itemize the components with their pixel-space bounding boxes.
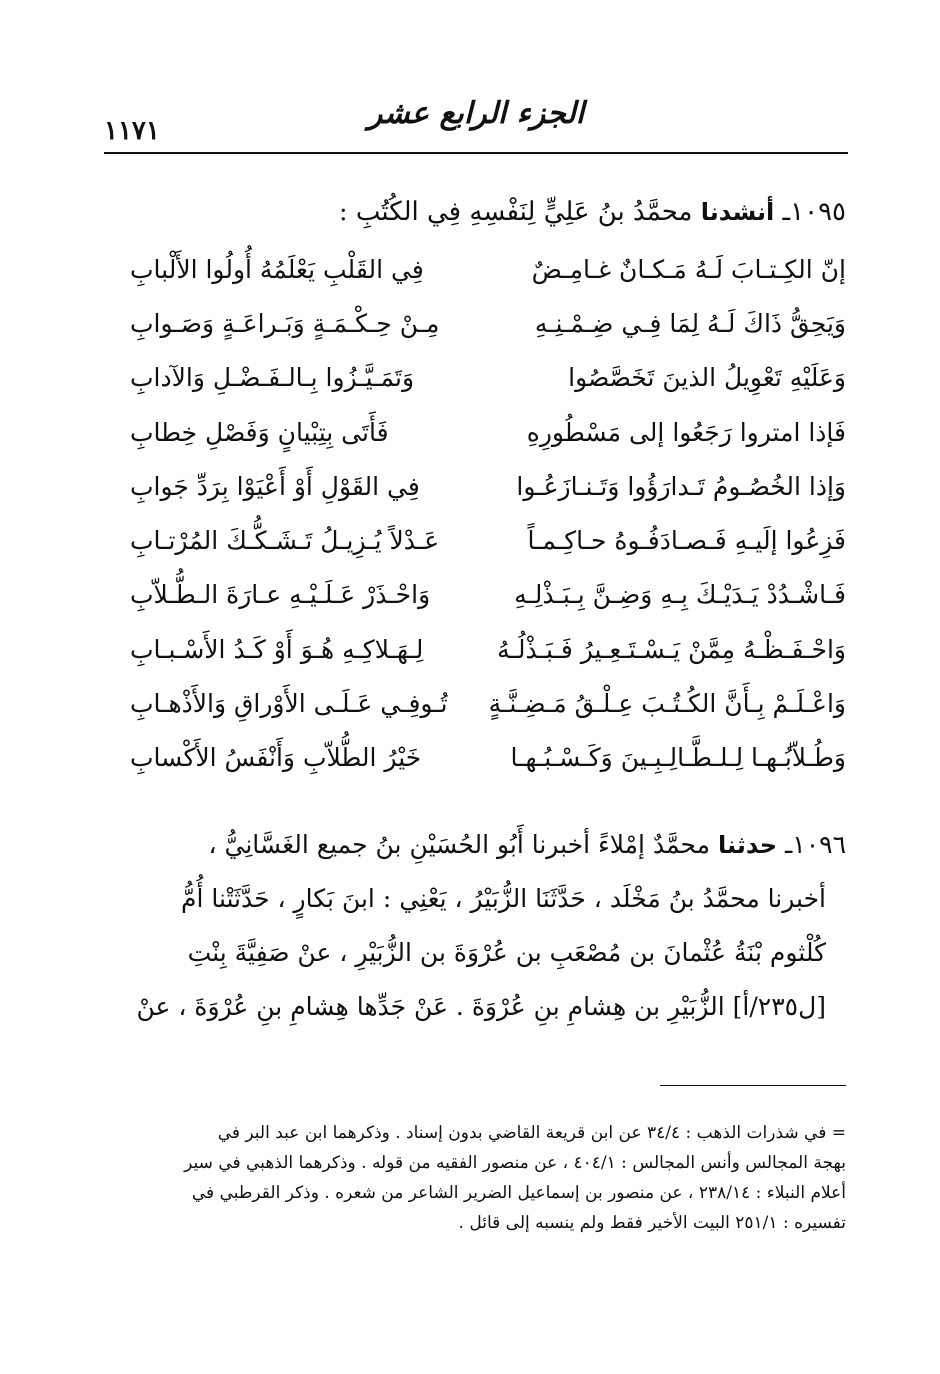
poem-verse [130,242,846,296]
verse-first-hemistich: فَزِعُوا إلَيـهِ فَـصـادَفُـوهُ حـاكِـمـاً [527,526,846,556]
verse-first-hemistich: وَطُـلاّبُـهـا لِـلـطَّـالِـبِـينَ وَكَـسْـبُـهـا [510,743,846,773]
poem-verse [130,676,846,730]
verse-second-hemistich: عَـدْلاً يُـزِيـلُ تَـشَـكُّـكَ المُرْتـابِ [130,526,440,556]
entry-keyword: أنشدنا [700,198,775,226]
footnote-rule [660,1085,846,1086]
verse-first-hemistich: فَـاشْـدُدْ يَـدَيْـكَ بِـهِ وَضِـنَّ بِـبَـذْلِـهِ [514,580,846,610]
entry-intro-text: محمَّدُ بنُ عَلِيٍّ لِنَفْسِهِ فِي الكُتُبِ : [338,197,693,227]
verse-first-hemistich: إنّ الكِـتـابَ لَـهُ مَـكـانٌ غـامِـضٌ [531,254,846,284]
verse-second-hemistich: مِـنْ حِـكْـمَـةٍ وَبَـراعَـةٍ وَصَـوابِ [130,308,440,338]
verse-second-hemistich: خَيْرُ الطُّلاّبِ وَأَنْفَسُ الأَكْسابِ [130,743,422,773]
poem-verse [130,296,846,350]
prose-text: محمَّدٌ إمْلاءً أخبرنا أَبُو الحُسَيْنِ بنُ جميع الغَسَّانِيُّ ، [208,830,711,859]
verse-second-hemistich: لِـهَـلاكِـهِ هُـوَ أَوْ كَـدُ الأَسْـبـابِ [130,634,424,664]
prose-line [106,818,846,872]
footnote-line: أعلام النبلاء : ٢٣٨/١٤ ، عن منصور بن إسماعيل الضرير الشاعر من شعره . وذكر القرطبي في [191,1183,846,1203]
verse-second-hemistich: فَأَتَى بِتِبْيانٍ وَفَصْلِ خِطابِ [130,417,389,447]
poem [130,242,846,785]
poem-verse [130,622,846,676]
poem-verse [130,459,846,513]
entry-number: ١٠٩٦ـ [784,830,846,859]
running-head: الجزء الرابع عشر [367,96,585,131]
verse-first-hemistich: وَاحْـفَـظْـهُ مِمَّنْ يَـسْـتَـعِـيرُ فَـبَـذْلُـهُ [497,634,846,664]
verse-first-hemistich: وَيَحِقُّ ذَاكَ لَـهُ لِمَا فِـي ضِـمْـنِـهِ [534,308,846,338]
prose-line: كُلْثوم بْنَةُ عُثْمانَ بن مُصْعَبِ بن عُرْوَةَ بن الزُّبَيْرِ ، عنْ صَفِيَّةَ بِنْتِ [187,938,826,967]
prose-line: [ل٢٣٥/أ] الزُّبَيْرِ بن هِشامِ بنِ عُرْوَةَ . عَنْ جَدِّها هِشامِ بنِ عُرْوَةَ ، عنْ [136,992,826,1021]
entry-number: ١٠٩٥ـ [782,197,846,227]
page-header [104,96,848,156]
entry-keyword: حدثنا [718,831,777,859]
verse-second-hemistich: فِي القَلْبِ يَعْلَمُهُ أُولُوا الأَلْبابِ [130,254,424,284]
poem-verse [130,351,846,405]
entry-1095-heading [106,190,846,234]
entry-1096 [106,818,846,1034]
footnote-line: بهجة المجالس وأنس المجالس : ٤٠٤/١ ، عن منصور الفقيه من قوله . وذكرهما الذهبي في سير [184,1153,846,1173]
poem-verse [130,405,846,459]
poem-verse [130,513,846,567]
verse-second-hemistich: وَتَمَـيَّـزُوا بِـالـفَـضْـلِ وَالآدابِ [130,363,415,393]
header-rule [104,152,848,154]
prose-line: أخبرنا محمَّدُ بنُ مَخْلَد ، حَدَّثَنَا الزُّبَيْرُ ، يَعْنِي : ابنَ بَكارٍ ، حَدَّثَتْنا أُمُّ [180,884,826,913]
footnotes [106,1118,846,1238]
verse-second-hemistich: فِي القَوْلِ أَوْ أَعْيَوْا بِرَدِّ جَوابِ [130,471,420,501]
verse-first-hemistich: وَاعْـلَـمْ بِـأَنَّ الكُـتُـبَ عِـلْـقُ مَـضِـنَّـةٍ [488,689,846,719]
verse-first-hemistich: وَإذا الخُصُـومُ تَـدارَؤُوا وَتَـنـازَعُـوا [516,471,846,501]
footnote-line: = في شذرات الذهب : ٣٤/٤ عن ابن قريعة القاضي بدون إسناد . وذكرهما ابن عبد البر في [217,1123,846,1143]
verse-second-hemistich: وَاحْـذَرْ عَـلَـيْـهِ عـارَةَ الـطُّـلاّبِ [130,580,431,610]
poem-verse [130,731,846,785]
footnote-line: تفسيره : ٢٥١/١ البيت الأخير فقط ولم ينسبه إلى قائل . [458,1213,846,1233]
verse-second-hemistich: تُـوفِـي عَـلَـى الأَوْراقِ وَالأَذْهـابِ [130,689,448,719]
verse-first-hemistich: فَإذا امتروا رَجَعُوا إلى مَسْطُورِهِ [526,417,846,447]
verse-first-hemistich: وَعَلَيْهِ تَعْوِيلُ الذينَ تَخَصَّصُوا [568,363,846,393]
page-number: ١١٧١ [104,116,160,146]
poem-verse [130,568,846,622]
